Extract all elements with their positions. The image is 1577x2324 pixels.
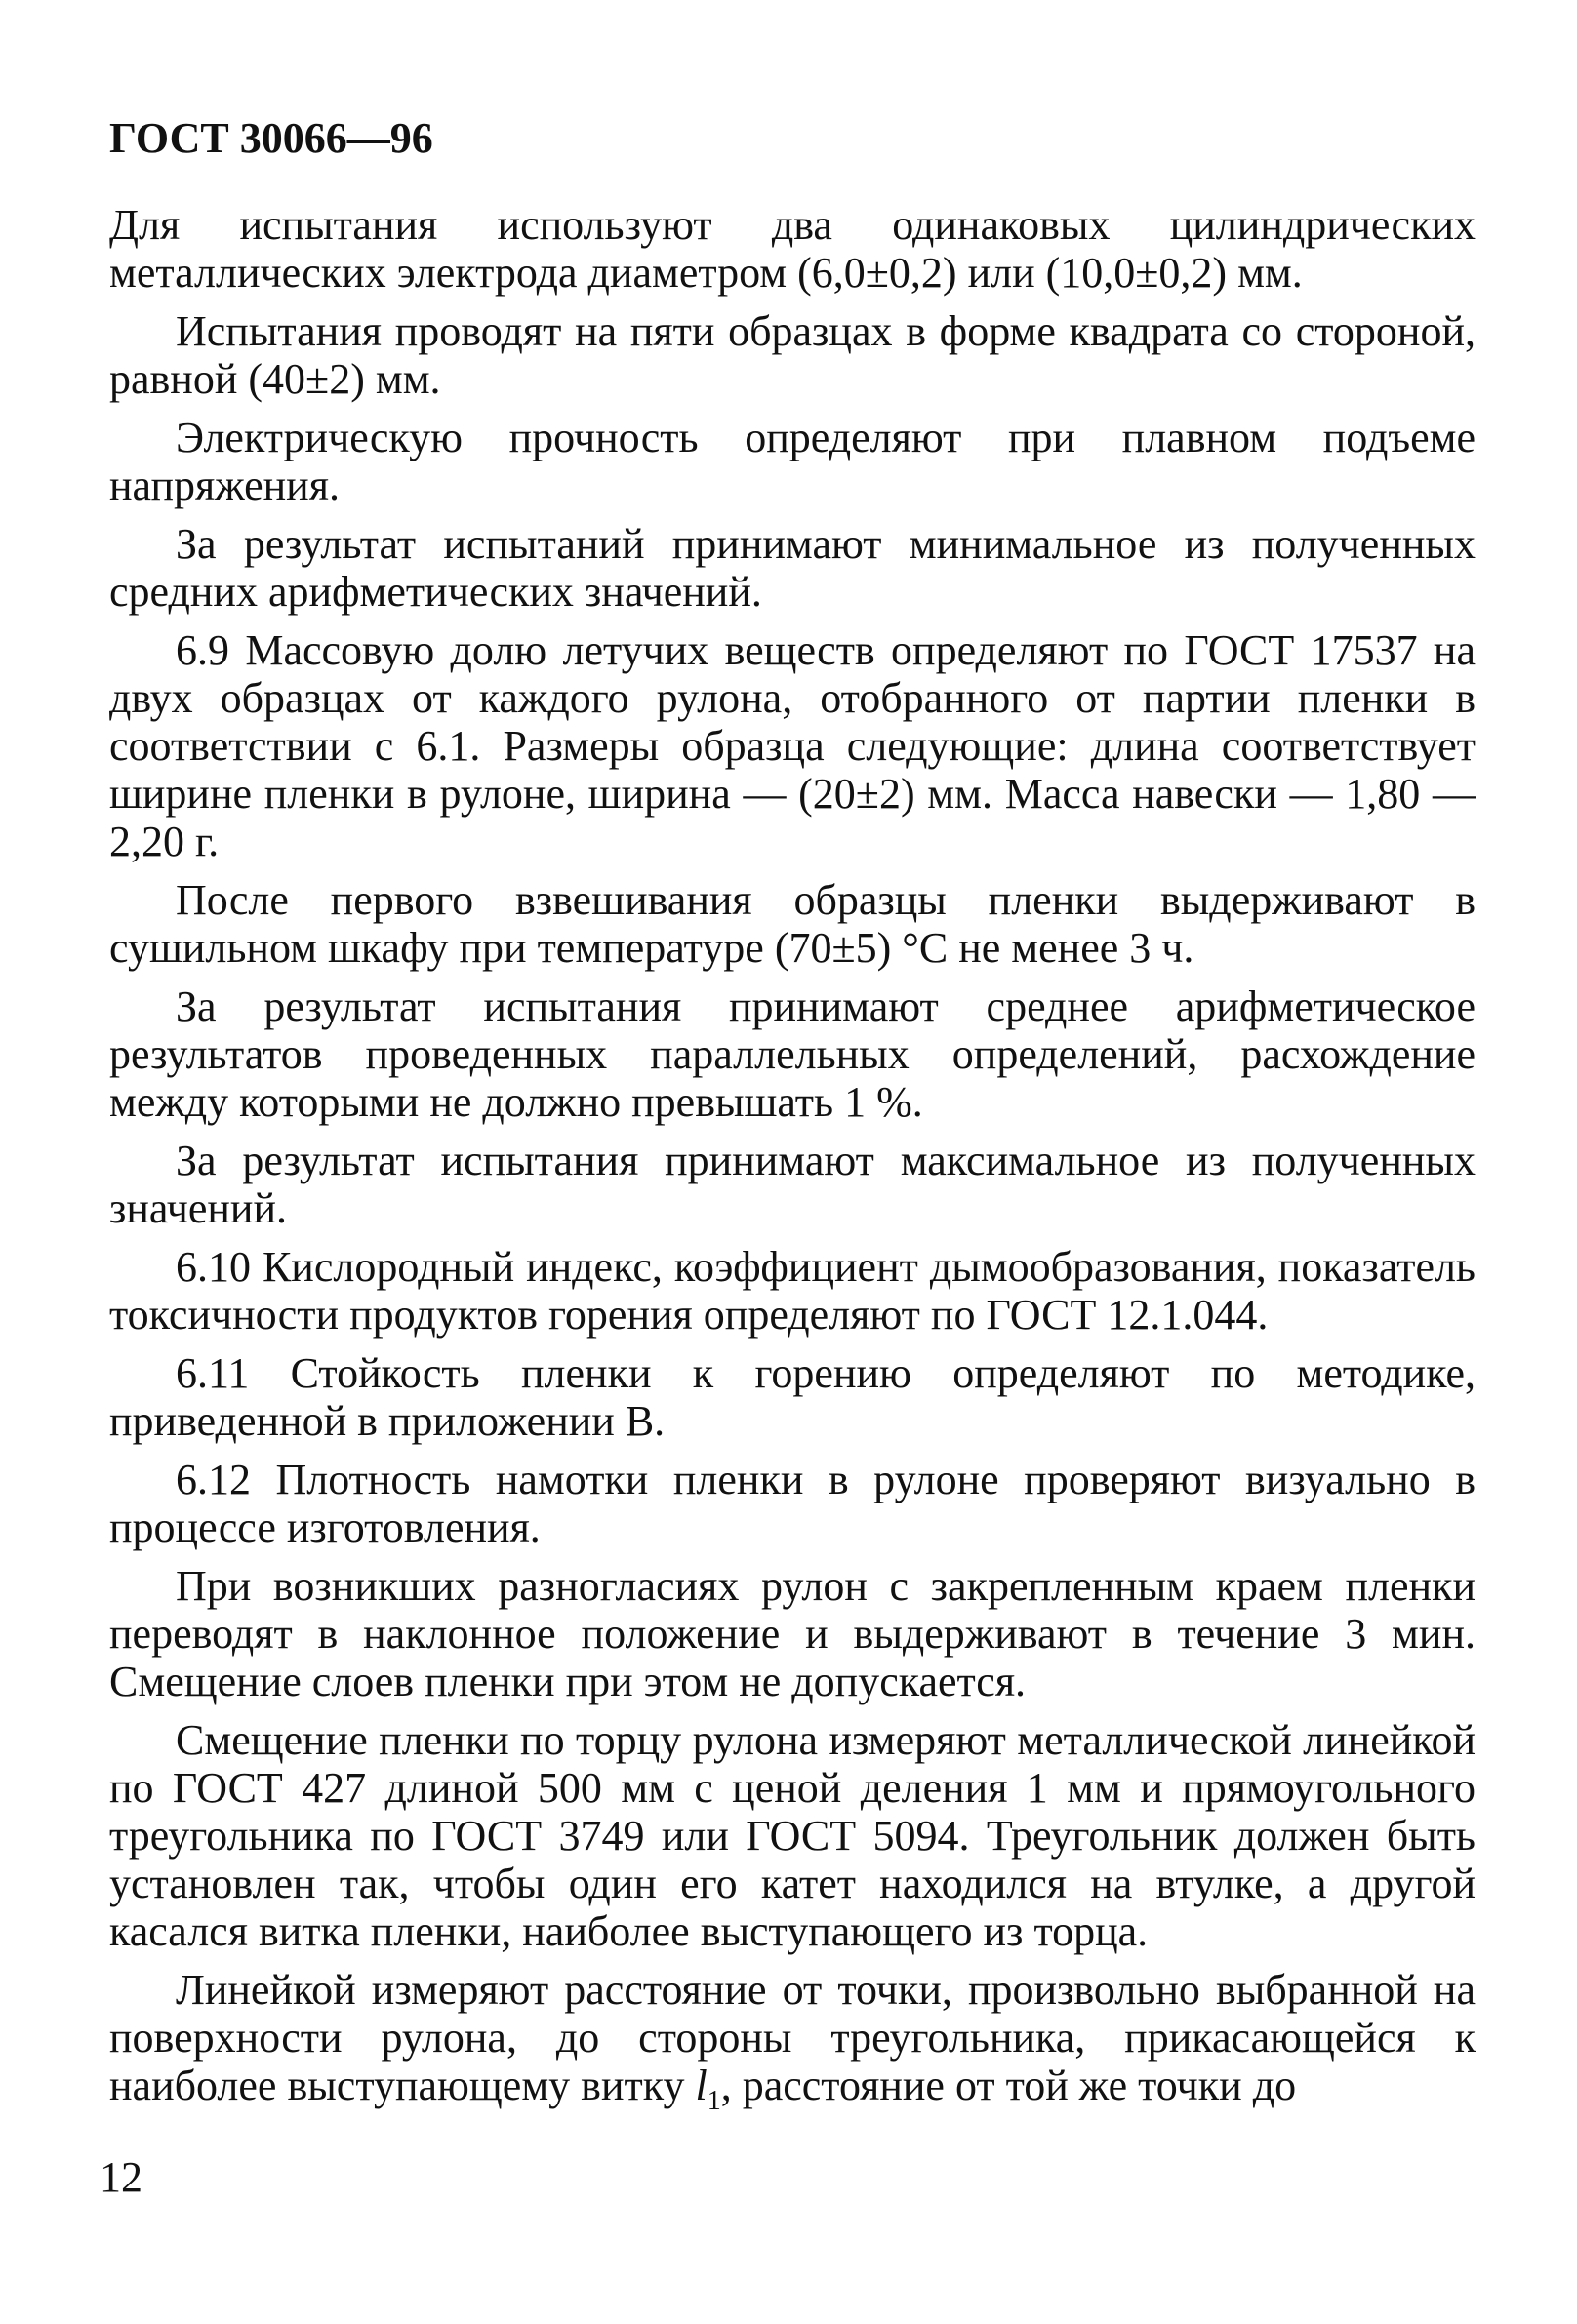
paragraph-13: Смещение пленки по торцу рулона измеряют металлической линейкой по ГОСТ 427 длиной 500 мм с ценой деления 1 мм и прямоугольного треугольника по ГОСТ 3749 или ГОСТ 5094. Треугольник должен быть установлен так, чтобы один его катет находился на втулке, а другой касался витка пленки, наиболее выступающего из торца. bbox=[109, 1716, 1476, 1955]
document-header: ГОСТ 30066—96 bbox=[109, 114, 433, 162]
paragraph-8: За результат испытания принимают максимальное из полученных значений. bbox=[109, 1137, 1476, 1232]
variable-l: l bbox=[695, 2062, 708, 2109]
paragraph-6: После первого взвешивания образцы пленки выдерживают в сушильном шкафу при температуре (70±5) °С не менее 3 ч. bbox=[109, 876, 1476, 972]
paragraph-10: 6.11 Стойкость пленки к горению определяют по методике, приведенной в приложении В. bbox=[109, 1349, 1476, 1445]
document-body bbox=[109, 201, 1476, 2125]
paragraph-1: Для испытания используют два одинаковых цилиндрических металлических электрода диаметром (6,0±0,2) или (10,0±0,2) мм. bbox=[109, 201, 1476, 297]
paragraph-7: За результат испытания принимают среднее арифметическое результатов проведенных параллельных определений, расхождение между которыми не должно превышать 1 %. bbox=[109, 982, 1476, 1126]
paragraph-14-text-end: , расстояние от той же точки до bbox=[720, 2062, 1297, 2109]
variable-subscript: 1 bbox=[707, 2085, 721, 2116]
paragraph-5: 6.9 Массовую долю летучих веществ определяют по ГОСТ 17537 на двух образцах от каждого рулона, отобранного от партии пленки в соответствии с 6.1. Размеры образца следующие: длина соответствует ширине пленки в рулоне, ширина — (20±2) мм. Масса навески — 1,80 — 2,20 г. bbox=[109, 626, 1476, 865]
paragraph-14 bbox=[109, 1966, 1476, 2125]
document-page bbox=[109, 109, 1476, 2136]
paragraph-14-text-start: Линейкой измеряют расстояние от точки, произвольно выбранной на поверхности рулона, до стороны треугольника, прикасающейся к наиболее выступающему витку bbox=[109, 1966, 1476, 2109]
paragraph-2: Испытания проводят на пяти образцах в форме квадрата со стороной, равной (40±2) мм. bbox=[109, 307, 1476, 403]
paragraph-11: 6.12 Плотность намотки пленки в рулоне проверяют визуально в процессе изготовления. bbox=[109, 1456, 1476, 1551]
paragraph-4: За результат испытаний принимают минимальное из полученных средних арифметических значений. bbox=[109, 520, 1476, 616]
paragraph-12: При возникших разногласиях рулон с закрепленным краем пленки переводят в наклонное положение и выдерживают в течение 3 мин. Смещение слоев пленки при этом не допускается. bbox=[109, 1562, 1476, 1705]
paragraph-9: 6.10 Кислородный индекс, коэффициент дымообразования, показатель токсичности продуктов горения определяют по ГОСТ 12.1.044. bbox=[109, 1243, 1476, 1339]
paragraph-3: Электрическую прочность определяют при плавном подъеме напряжения. bbox=[109, 414, 1476, 509]
page-number: 12 bbox=[100, 2153, 142, 2201]
